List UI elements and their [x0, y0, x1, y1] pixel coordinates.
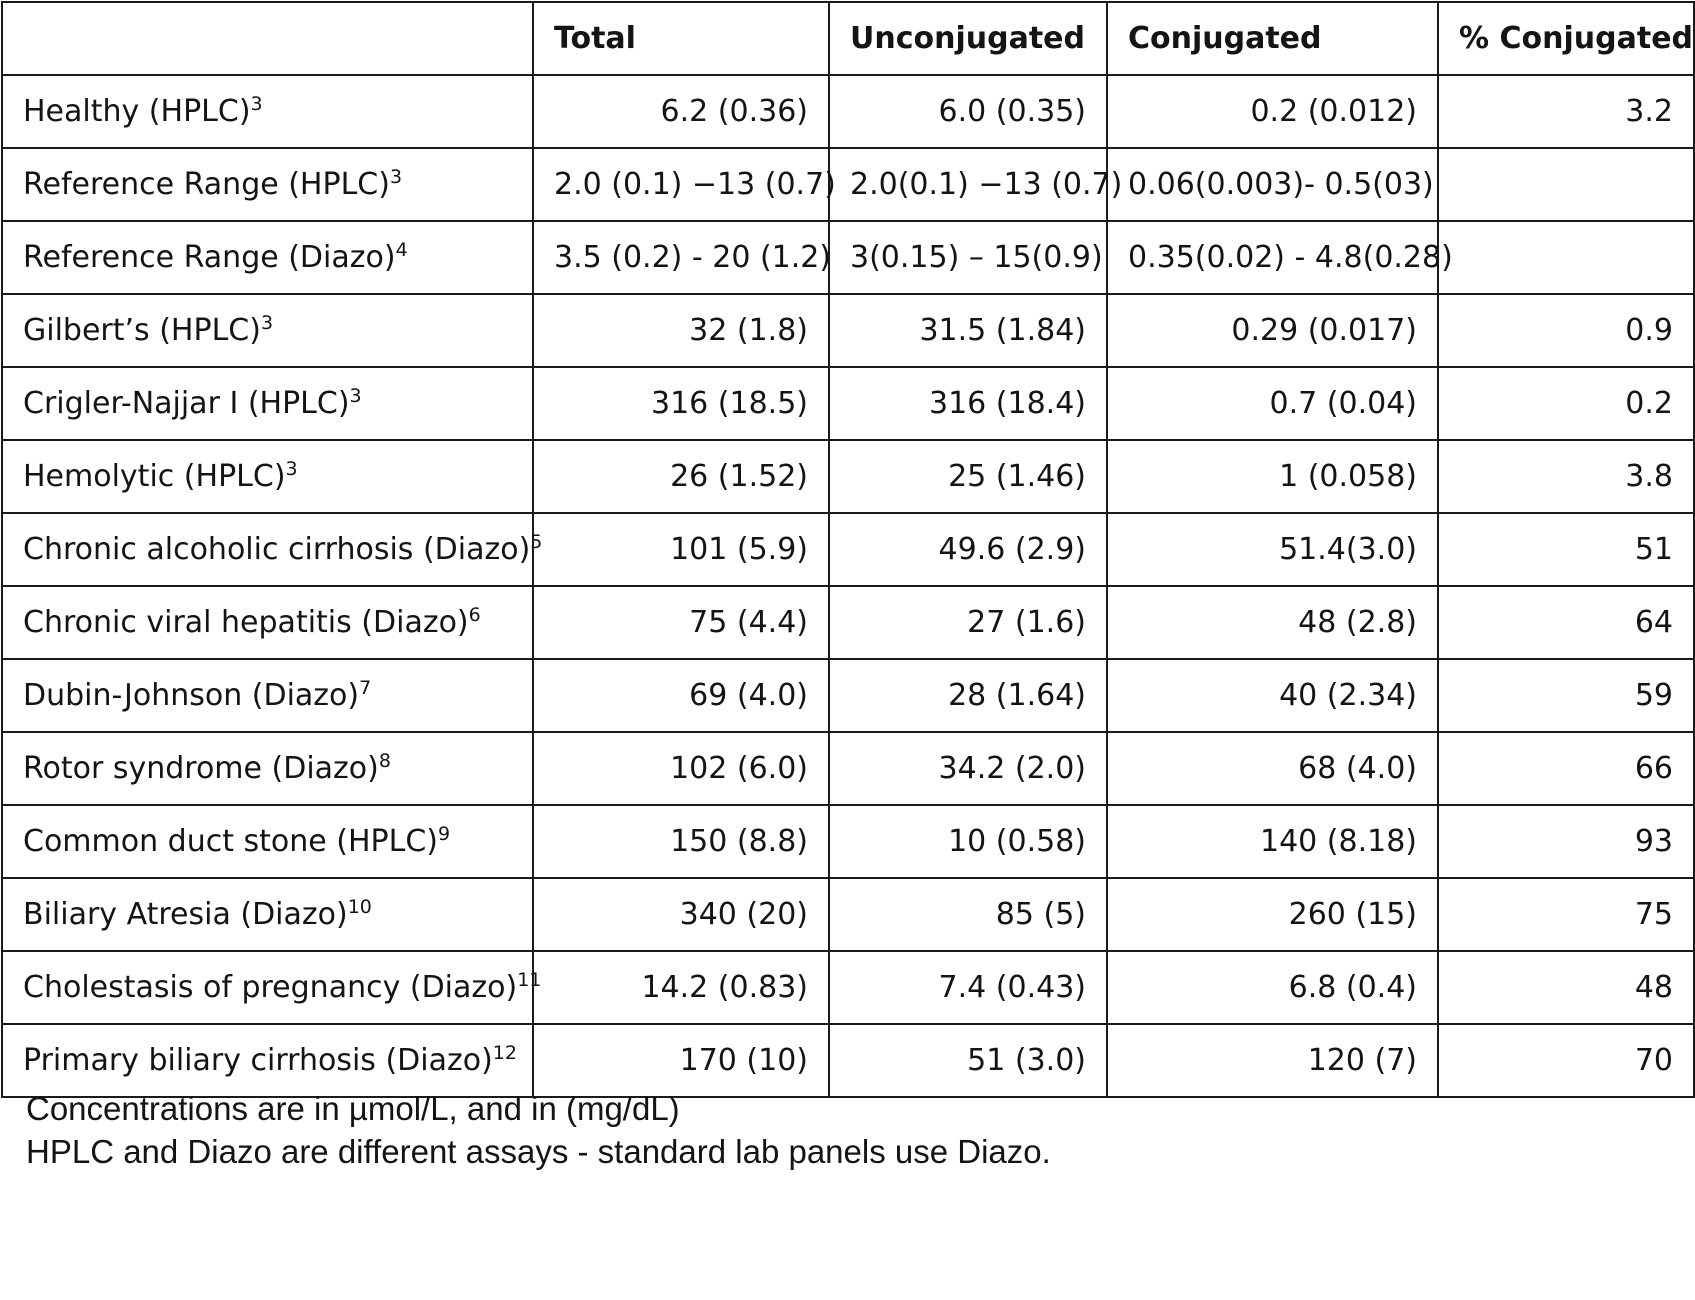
conjugated-cell: 68 (4.0)	[1107, 732, 1438, 805]
table-row	[2, 440, 1694, 513]
table-row	[2, 148, 1694, 221]
row-label: Chronic alcoholic cirrhosis (Diazo)	[23, 532, 531, 567]
reference-superscript: 3	[389, 166, 403, 188]
row-label-cell	[2, 586, 533, 659]
unconjugated-cell: 10 (0.58)	[829, 805, 1107, 878]
unconjugated-cell: 51 (3.0)	[829, 1024, 1107, 1097]
reference-superscript: 4	[395, 239, 408, 261]
table-row	[2, 732, 1694, 805]
unconjugated-cell: 34.2 (2.0)	[829, 732, 1107, 805]
row-label-cell	[2, 513, 543, 586]
total-cell: 170 (10)	[533, 1024, 829, 1097]
percent-conjugated-cell: 3.8	[1438, 440, 1694, 513]
conjugated-cell: 0.06(0.003)- 0.5(03)	[1107, 148, 1438, 221]
row-label-cell	[2, 440, 533, 513]
row-label-cell	[2, 148, 533, 221]
percent-conjugated-cell: 48	[1438, 951, 1694, 1024]
row-label: Rotor syndrome (Diazo)	[23, 751, 379, 786]
unconjugated-cell: 7.4 (0.43)	[829, 951, 1107, 1024]
unconjugated-cell: 27 (1.6)	[829, 586, 1107, 659]
percent-conjugated-cell: 93	[1438, 805, 1694, 878]
table-row	[2, 586, 1694, 659]
conjugated-cell: 0.29 (0.017)	[1107, 294, 1438, 367]
row-label: Common duct stone (HPLC)	[23, 824, 438, 859]
unconjugated-cell: 28 (1.64)	[829, 659, 1107, 732]
conjugated-cell: 140 (8.18)	[1107, 805, 1438, 878]
conjugated-cell: 51.4(3.0)	[1107, 513, 1438, 586]
reference-superscript: 11	[517, 969, 542, 991]
percent-conjugated-cell: 70	[1438, 1024, 1694, 1097]
row-label: Primary biliary cirrhosis (Diazo)	[23, 1043, 493, 1078]
total-cell: 26 (1.52)	[533, 440, 829, 513]
unconjugated-cell: 49.6 (2.9)	[829, 513, 1107, 586]
unconjugated-cell: 6.0 (0.35)	[829, 75, 1107, 148]
row-label: Cholestasis of pregnancy (Diazo)	[23, 970, 518, 1005]
row-label-cell	[2, 367, 533, 440]
unconjugated-cell: 316 (18.4)	[829, 367, 1107, 440]
row-label-cell	[2, 951, 542, 1024]
conjugated-cell: 48 (2.8)	[1107, 586, 1438, 659]
table-row	[2, 1024, 1694, 1097]
header-row	[2, 2, 1694, 75]
header-total: Total	[533, 2, 829, 75]
total-cell: 101 (5.9)	[533, 513, 829, 586]
percent-conjugated-cell: 3.2	[1438, 75, 1694, 148]
row-label-cell	[2, 75, 533, 148]
reference-superscript: 9	[437, 823, 451, 845]
reference-superscript: 8	[378, 750, 391, 772]
conjugated-cell: 0.35(0.02) - 4.8(0.28)	[1107, 221, 1438, 294]
row-label-cell	[2, 294, 533, 367]
conjugated-cell: 6.8 (0.4)	[1107, 951, 1438, 1024]
row-label-cell	[2, 221, 533, 294]
row-label: Reference Range (Diazo)	[23, 240, 396, 275]
table-row	[2, 221, 1694, 294]
table-row	[2, 878, 1694, 951]
row-label: Crigler-Najjar I (HPLC)	[23, 386, 350, 421]
total-cell: 69 (4.0)	[533, 659, 829, 732]
total-cell: 316 (18.5)	[533, 367, 829, 440]
header-unconjugated: Unconjugated	[829, 2, 1107, 75]
table-row	[2, 294, 1694, 367]
row-label: Biliary Atresia (Diazo)	[23, 897, 348, 932]
total-cell: 150 (8.8)	[533, 805, 829, 878]
conjugated-cell: 40 (2.34)	[1107, 659, 1438, 732]
row-label: Healthy (HPLC)	[23, 94, 251, 129]
row-label-cell	[2, 878, 533, 951]
row-label: Chronic viral hepatitis (Diazo)	[23, 605, 469, 640]
percent-conjugated-cell: 66	[1438, 732, 1694, 805]
bilirubin-table	[1, 1, 1695, 1098]
percent-conjugated-cell: 64	[1438, 586, 1694, 659]
total-cell: 102 (6.0)	[533, 732, 829, 805]
reference-superscript: 6	[468, 604, 481, 626]
unconjugated-cell: 3(0.15) – 15(0.9)	[829, 221, 1107, 294]
reference-superscript: 3	[285, 458, 298, 480]
reference-superscript: 3	[250, 93, 263, 115]
row-label-cell	[2, 1024, 533, 1097]
conjugated-cell: 1 (0.058)	[1107, 440, 1438, 513]
percent-conjugated-cell: 0.9	[1438, 294, 1694, 367]
row-label: Hemolytic (HPLC)	[23, 459, 286, 494]
unconjugated-cell: 31.5 (1.84)	[829, 294, 1107, 367]
row-label: Gilbert’s (HPLC)	[23, 313, 261, 348]
reference-superscript: 3	[349, 385, 362, 407]
row-label-cell	[2, 732, 533, 805]
header-percent-conjugated: % Conjugated	[1438, 2, 1694, 75]
percent-conjugated-cell	[1438, 148, 1694, 221]
footnote-units: Concentrations are in µmol/L, and in (mg/dL)	[26, 1090, 680, 1127]
reference-superscript: 10	[347, 896, 372, 918]
row-label: Reference Range (HPLC)	[23, 167, 390, 202]
footnote-assays: HPLC and Diazo are different assays - standard lab panels use Diazo.	[26, 1133, 1051, 1170]
table-row	[2, 367, 1694, 440]
total-cell: 6.2 (0.36)	[533, 75, 829, 148]
header-blank	[2, 2, 533, 75]
reference-superscript: 12	[492, 1042, 517, 1064]
percent-conjugated-cell: 51	[1438, 513, 1694, 586]
total-cell: 14.2 (0.83)	[533, 951, 829, 1024]
percent-conjugated-cell: 59	[1438, 659, 1694, 732]
conjugated-cell: 0.2 (0.012)	[1107, 75, 1438, 148]
table-row	[2, 75, 1694, 148]
total-cell: 75 (4.4)	[533, 586, 829, 659]
reference-superscript: 7	[359, 677, 372, 699]
row-label: Dubin-Johnson (Diazo)	[23, 678, 360, 713]
conjugated-cell: 0.7 (0.04)	[1107, 367, 1438, 440]
header-conjugated: Conjugated	[1107, 2, 1438, 75]
unconjugated-cell: 85 (5)	[829, 878, 1107, 951]
total-cell: 340 (20)	[533, 878, 829, 951]
reference-superscript: 5	[530, 531, 543, 553]
table-row	[2, 805, 1694, 878]
row-label-cell	[2, 805, 533, 878]
total-cell: 2.0 (0.1) −13 (0.7)	[533, 148, 829, 221]
percent-conjugated-cell	[1438, 221, 1694, 294]
table-row	[2, 951, 1694, 1024]
reference-superscript: 3	[260, 312, 274, 334]
percent-conjugated-cell: 75	[1438, 878, 1694, 951]
conjugated-cell: 260 (15)	[1107, 878, 1438, 951]
row-label-cell	[2, 659, 533, 732]
unconjugated-cell: 2.0(0.1) −13 (0.7)	[829, 148, 1107, 221]
total-cell: 32 (1.8)	[533, 294, 829, 367]
total-cell: 3.5 (0.2) - 20 (1.2)	[533, 221, 829, 294]
conjugated-cell: 120 (7)	[1107, 1024, 1438, 1097]
table-row	[2, 513, 1694, 586]
table-row	[2, 659, 1694, 732]
percent-conjugated-cell: 0.2	[1438, 367, 1694, 440]
unconjugated-cell: 25 (1.46)	[829, 440, 1107, 513]
